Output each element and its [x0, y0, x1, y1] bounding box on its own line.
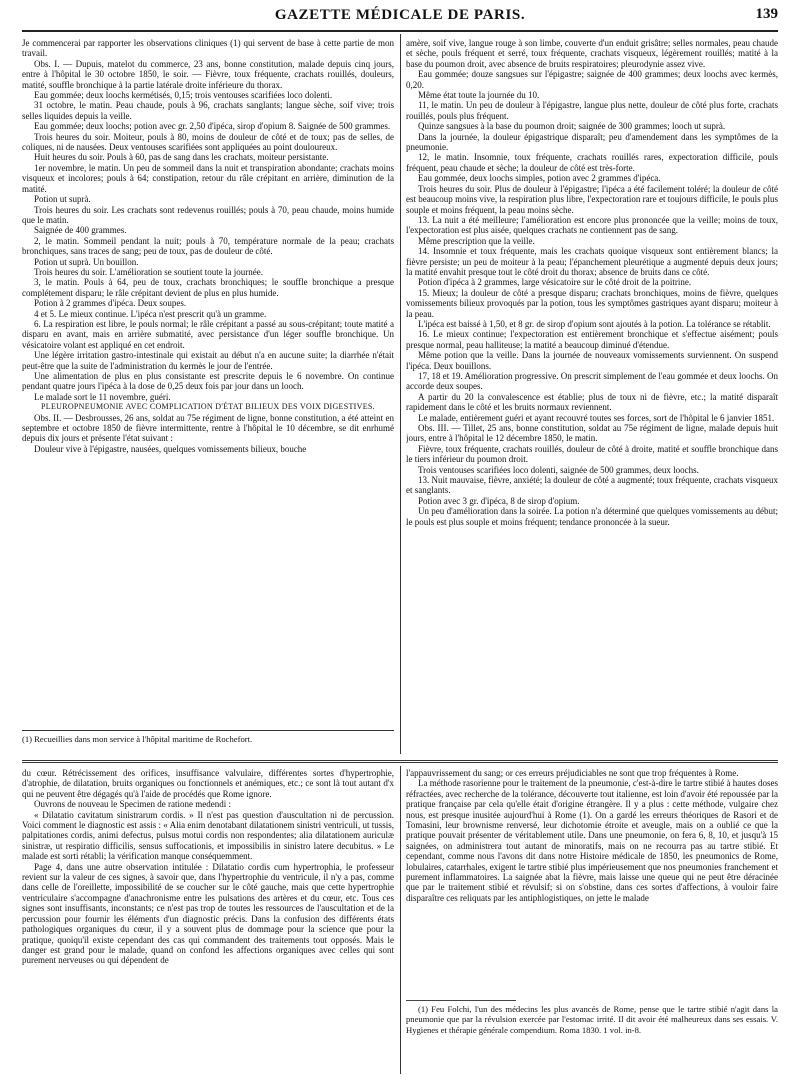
paragraph: 12, le matin. Insomnie, toux fréquente, crachats rouillés rares, expectoration difficile, pouls fréquent, peau chaude et sèche; la douleur de côté est très-forte.	[406, 152, 778, 173]
paragraph: Une alimentation de plus en plus consistante est prescrite depuis le 6 novembre. On continue pendant quatre jours l'ipéca à la dose de 0,25 deux fois par jour dans un looch.	[22, 371, 394, 392]
paragraph: L'ipéca est baissé à 1,50, et 8 gr. de sirop d'opium sont ajoutés à la potion. La tolérance se rétablit.	[418, 318, 771, 329]
paragraph: du cœur. Rétrécissement des orifices, insuffisance valvulaire, différentes sortes d'hypertrophie, d'atrophie, de dilatation, bruits organiques ou fonctionnels et anémiques, etc.; ce sont là tout autant d'x qui ne peuvent être dégagés qu'à l'aide de procédés que Rome ignore.	[22, 768, 394, 799]
paragraph: Potion ut suprà.	[34, 194, 91, 205]
paragraph: Un peu d'amélioration dans la soirée. La potion n'a déterminé que quelques vomissements au début; le pouls est plus souple et moins fréquent; tendance prononcée à la sueur.	[406, 506, 778, 527]
footnote-rule-top	[22, 730, 394, 731]
paragraph: Trois heures du soir. Les crachats sont redevenus rouillés; pouls à 70, peau chaude, moins humide que le matin.	[22, 204, 394, 225]
footnote-bottom-right	[406, 1004, 778, 1074]
paragraph: Même état toute la journée du 10.	[418, 90, 540, 101]
paragraph: 13. Nuit mauvaise, fièvre, anxiété; la douleur de côté a augmenté; toux fréquente, crachats visqueux et sanglants.	[406, 475, 778, 496]
paragraph: Potion ut suprà. Un bouillon.	[34, 256, 139, 267]
paragraph: amère, soif vive, langue rouge à son limbe, couverte d'un enduit grisâtre; selles normales, peau chaude et sèche, pouls fréquent et serré, toux fréquente, crachats visqueux, légèrement rouillés; matité à la base du poumon droit, avec absence de bruits respiratoires; pleurodynie assez vive.	[406, 38, 778, 69]
paragraph: Trois heures du soir. Moiteur, pouls à 80, moins de douleur de côté et de toux; pas de selles, de coliques, ni de nausées. Deux ventouses scarifiées sont appliquées au point douloureux.	[22, 131, 394, 153]
paragraph: 14. Insomnie et toux fréquente, mais les crachats quoique visqueux sont entièrement blancs; la fièvre persiste; un peu de moiteur à la peau; l'épanchement pleurétique a augmenté depuis deux jours; la matité envahit presque tout le côté droit du thorax; absence de bruits dans ce côté.	[406, 246, 778, 277]
paragraph: Dans la journée, la douleur épigastrique disparaît; peu d'amendement dans les symptômes de la pneumonie.	[406, 131, 778, 153]
paragraph: Trois heures du soir. L'amélioration se soutient toute la journée.	[34, 266, 263, 277]
top-left-column	[22, 38, 394, 728]
paragraph: Fièvre, toux fréquente, crachats rouillés, douleur de côté à droite, matité et souffle bronchique dans le tiers inférieur du poumon droit.	[406, 443, 778, 465]
paragraph: Huit heures du soir. Pouls à 60, pas de sang dans les crachats, moiteur persistante.	[34, 152, 329, 163]
paragraph: Obs. I. — Dupuis, matelot du commerce, 23 ans, bonne constitution, malade depuis cinq jours, entre à l'hôpital le 30 octobre 1850, le soir. — Fièvre, toux fréquente, crachats rouillés, douleurs, matité, souffle bronchique à la partie latérale droite inférieure du thorax.	[22, 58, 394, 90]
paragraph: Obs. III. — Tillet, 25 ans, bonne constitution, soldat au 75e régiment de ligne, malade depuis huit jours, entre à l'hôpital le 12 décembre 1850, le matin.	[406, 423, 778, 444]
section-heading: PLEUROPNEUMONIE AVEC COMPLICATION D'ÉTAT BILIEUX DES VOIX DIGESTIVES.	[41, 402, 375, 412]
paragraph: Obs. II. — Desbrousses, 26 ans, soldat au 75e régiment de ligne, bonne constitution, a été atteint en septembre et octobre 1850 de fièvre intermittente, rentre à l'hôpital le 10 décembre, se dit enrhumé depuis dix jours et présente l'état suivant :	[22, 412, 394, 444]
footnote-rule-bottom	[406, 1000, 516, 1001]
paragraph: Potion avec 3 gr. d'ipéca, 8 de sirop d'opium.	[418, 495, 580, 506]
footnote-text: (1) Feu Folchi, l'un des médecins les plus avancés de Rome, pense que le tartre stibié n'agit dans la pneumonie que par la révulsion exercée par l'estomac irrité. Il dit avoir été malheureux dans ses essais. V. Hygienes et thérapie générale compendium. Roma 1830. 1 vol. in-8.	[406, 1004, 778, 1035]
bottom-right-column	[406, 768, 778, 994]
paragraph: Ouvrons de nouveau le Specimen de ratione medendi :	[34, 799, 231, 810]
paragraph: Une légère irritation gastro-intestinale qui existait au début n'a en aucune suite; la diarrhée n'était peut-être que la suite de l'administration du kermès le jour de l'entrée.	[22, 350, 394, 371]
paragraph: Le malade sort le 11 novembre, guéri.	[34, 391, 171, 402]
column-divider-top	[400, 34, 401, 754]
paragraph: Potion d'ipéca à 2 grammes, large vésicatoire sur le côté droit de la poitrine.	[418, 277, 692, 288]
paragraph: Douleur vive à l'épigastre, nausées, quelques vomissements bilieux, bouche	[34, 443, 307, 454]
paragraph: Quinze sangsues à la base du poumon droit; saignée de 300 grammes; looch ut suprà.	[418, 121, 726, 132]
paragraph: 11, le matin. Un peu de douleur à l'épigastre, langue plus nette, douleur de côté plus forte, crachats rouillés, pouls plus fréquent.	[406, 100, 778, 121]
paragraph: Même potion que la veille. Dans la journée de nouveaux vomissements surviennent. On suspend l'ipéca. Deux bouillons.	[406, 350, 778, 371]
paragraph: 2, le matin. Sommeil pendant la nuit; pouls à 70, température normale de la peau; crachats bronchiques, sans traces de sang; peu de toux, pas de douleur de côté.	[22, 235, 394, 257]
paragraph: Eau gommée, deux loochs simples, potion avec 2 grammes d'ipéca.	[418, 173, 661, 184]
paragraph: Saignée de 400 grammes.	[34, 225, 127, 236]
paragraph: 17, 18 et 19. Amélioration progressive. On prescrit simplement de l'eau gommée et deux loochs. On accorde deux soupes.	[406, 371, 778, 392]
paragraph: 31 octobre, le matin. Peau chaude, pouls à 96, crachats sanglants; langue sèche, soif vive; trois selles liquides depuis la veille.	[22, 100, 394, 121]
paragraph: Trois ventouses scarifiées loco dolenti, saignée de 500 grammes, deux loochs.	[418, 464, 699, 475]
bottom-left-column	[22, 768, 394, 1074]
paragraph: Eau gommée; deux loochs; potion avec gr. 2,50 d'ipéca, sirop d'opium 8. Saignée de 500 grammes.	[34, 121, 391, 132]
top-right-column	[406, 38, 778, 758]
paragraph: Trois heures du soir. Plus de douleur à l'épigastre; l'ipéca a été facilement toléré; la douleur de côté est beaucoup moins vive, la respiration plus libre, l'expectoration rare et toujours difficile, le pouls plus souple et moins fréquent, la peau moins sèche.	[406, 183, 778, 215]
paragraph: A partir du 20 la convalescence est établie; plus de toux ni de fièvre, etc.; la matité disparaît rapidement dans le côté et les bruits normaux reviennent.	[406, 391, 778, 413]
paragraph: 13. La nuit a été meilleure; l'amélioration est encore plus prononcée que la veille; moins de toux, l'expectoration est plus aisée, quelques crachats ne contiennent pas de sang.	[406, 214, 778, 236]
paragraph: 4 et 5. Le mieux continue. L'ipéca n'est prescrit qu'à un gramme.	[34, 308, 267, 319]
paragraph: Même prescription que la veille.	[418, 235, 535, 246]
paragraph: 1er novembre, le matin. Un peu de sommeil dans la nuit et transpiration abondante; crachats moins visqueux et incolores; pouls à 64; constipation, retour du râle crépitant en arrière, diminution de la matité.	[22, 162, 394, 194]
paragraph: « Dilatatio cavitatum sinistrarum cordis. » Il n'est pas question d'auscultation ni de percussion. Voici comment le diagnostic est assis : « Alia enim denotabant dilatationem sinistri ventriculi, ut tussis, palpitationes cordis, animi defectus, pulsus motui cordis non respondentes; alia dilatationem auriculæ sinistræ, ut respiratio difficilis, sensus suffocationis, et impossibilis in sinistro latere decubitus. » Le malade est sorti rétabli; la vérification manque conséquemment.	[22, 809, 394, 862]
paragraph: Eau gommée; deux loochs kermétisés, 0,15; trois ventouses scarifiées loco dolenti.	[34, 90, 333, 101]
paragraph: 3, le matin. Pouls à 64, peu de toux, crachats bronchiques; le souffle bronchique a presque complétement disparu; le râle crépitant devient de plus en plus humide.	[22, 277, 394, 298]
paragraph: Je commencerai par rapporter les observations cliniques (1) qui servent de base à cette partie de mon travail.	[22, 38, 394, 59]
paragraph: 6. La respiration est libre, le pouls normal; le râle crépitant a passé au sous-crépitant; toute matité a disparu en avant, mais en arrière submatité, avec persistance d'un léger souffle bronchique. Un vésicatoire volant est appliqué en cet endroit.	[22, 318, 394, 350]
paragraph: l'appauvrissement du sang; or ces erreurs préjudiciables ne sont que trop fréquentes à Rome.	[406, 768, 739, 778]
page-number: 139	[755, 6, 778, 22]
paragraph: 16. Le mieux continue; l'expectoration est entièrement bronchique et s'effectue aisément; pouls presque normal, peau halliteuse; la matité a beaucoup diminué d'étendue.	[406, 329, 778, 350]
paragraph: Page 4, dans une autre observation intitulée : Dilatatio cordis cum hypertrophia, le professeur revient sur la valeur de ces signes, à savoir que, dans l'hypertrophie du ventricule, il n'y a pas, comme dans celle de l'oreillette, impossibilité de se coucher sur le côté gauche, mais que cette hypertrophie ventriculaire s'accompagne d'anachronisme entre les pulsations des artères et du cœur, etc. Tous ces signes sont insuffisants, inconstants; ce n'est pas trop de toutes les ressources de l'auscultation et de la percussion pour fournir les éléments d'un diagnostic précis. Dans la confusion des différents états pathologiques organiques du cœur, il y a souvent plus de dommage pour la science que pour la pratique, quoiqu'il existe cependant des cas qui commandent des traitements tout opposés. Mais le danger est grand pour le malade, quand on confond les affections organiques avec celles qui sont purement nerveuses ou qui dépendent de	[22, 861, 394, 966]
paragraph: La méthode rasorienne pour le traitement de la pneumonie, c'est-à-dire le tartre stibié à hautes doses réfractées, avec recherche de la tolérance, découverte tout italienne, est loin d'avoir été repoussée par la pratique française par cela qu'elle était d'origine étrangère. Il y a plus : cette méthode, vulgaire chez nous, est presque inusitée aujourd'hui à Rome (1). On a gardé les erreurs théoriques de Rasori et de Tomasini, leur brownisme renversé, leur dichotomie étroite et aveugle, mais on a oublié ce que la pratique pouvait présenter de véritablement utile. Dans une pneumonie, on fera 6, 8, 10, et jusqu'à 15 saignées, on administrera tout autant de minoratifs, mais on ne recourra pas au tartre stibié. Et cependant, comme nous l'avons dit dans notre Histoire médicale de 1850, les pneumonics de Rome, lobulaires, catarrhales, exigent le tartre stibié plus impérieusement que nos pneumonies franchement et purement inflammatoires. La saignée abat la fièvre, mais laisse une queue qui ne peut être déracinée que par le traitement stibié et révulsif; si on s'obstine, dans ces sortes d'affections, à vouloir faire disparaître ces reliquats par les antiphlogistiques, on jette le malade	[406, 778, 778, 903]
paragraph: Eau gommée; douze sangsues sur l'épigastre; saignée de 400 grammes; deux loochs avec kermès, 0,20.	[406, 69, 778, 90]
paragraph: Le malade, entièrement guéri et ayant recouvré toutes ses forces, sort de l'hôpital le 6 janvier 1851.	[418, 412, 775, 423]
paragraph: Potion à 2 grammes d'ipéca. Deux soupes.	[34, 298, 187, 309]
page-header	[22, 4, 778, 32]
journal-title: GAZETTE MÉDICALE DE PARIS.	[274, 7, 526, 23]
section-separator	[22, 760, 778, 763]
column-divider-bottom	[400, 766, 401, 1074]
paragraph: 15. Mieux; la douleur de côté a presque disparu; crachats bronchiques, moins de fièvre, quelques vomissements bilieux provoqués par la potion, tous les symptômes gastriques ayant disparu; moiteur à la peau.	[406, 287, 778, 319]
footnote-top-left	[22, 734, 394, 748]
footnote-text: (1) Recueillies dans mon service à l'hôpital maritime de Rochefort.	[22, 734, 253, 744]
